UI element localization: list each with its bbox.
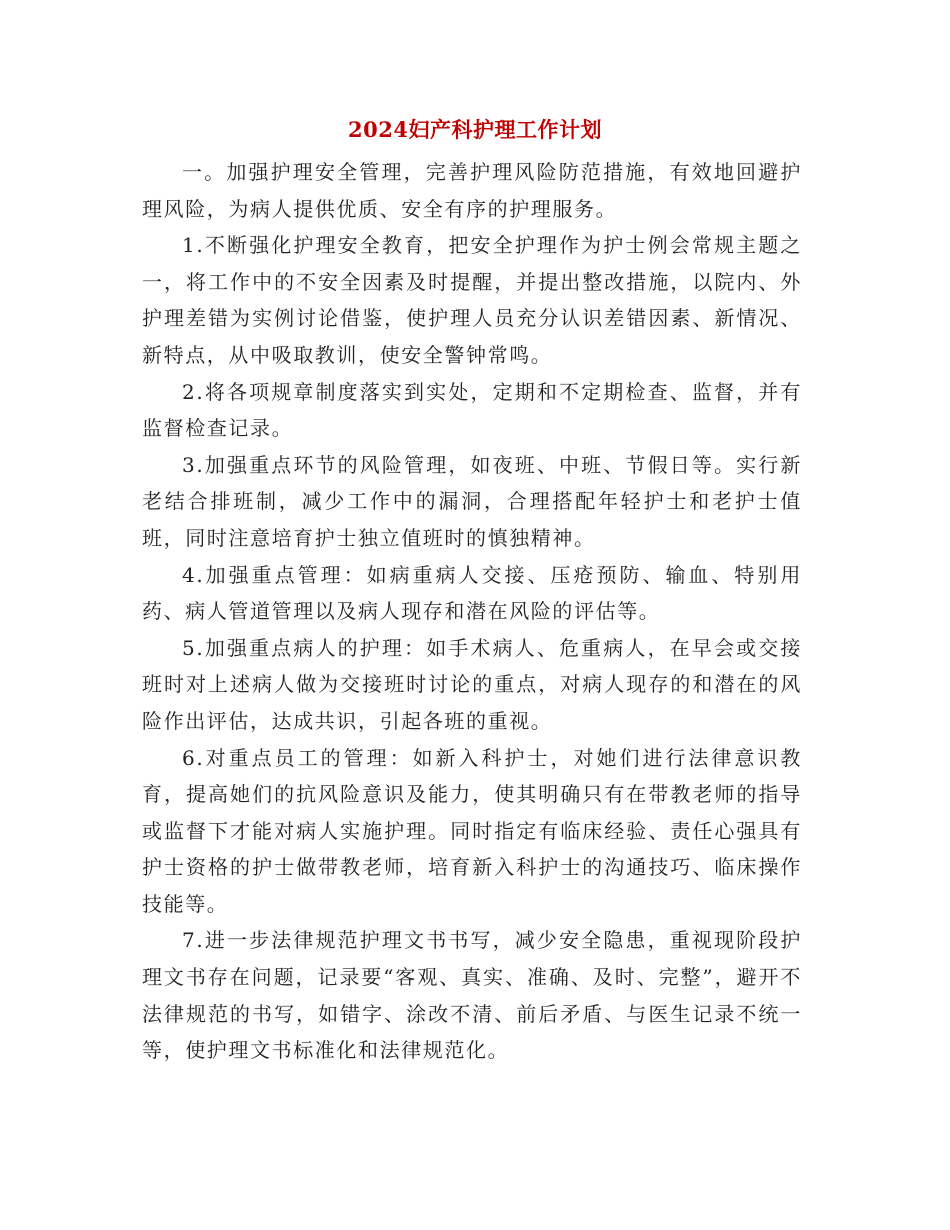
paragraph-item-7: 7.进一步法律规范护理文书书写，减少安全隐患，重视现阶段护理文书存在问题，记录要“客观、真实、准确、及时、完整”，避开不法律规范的书写，如错字、涂改不清、前后矛盾、与医生记录不统一等，使护理文书标准化和法律规范化。: [142, 928, 802, 1063]
paragraph-item-1: 1.不断强化护理安全教育，把安全护理作为护士例会常规主题之一，将工作中的不安全因素及时提醒，并提出整改措施，以院内、外护理差错为实例讨论借鉴，使护理人员充分认识差错因素、新情况、新特点，从中吸取教训，使安全警钟常鸣。: [142, 233, 802, 367]
document-title: 2024妇产科护理工作计划: [348, 117, 602, 142]
paragraph-section-1: 一。加强护理安全管理，完善护理风险防范措施，有效地回避护理风险，为病人提供优质、安全有序的护理服务。: [142, 160, 802, 221]
paragraph-item-6: 6.对重点员工的管理：如新入科护士，对她们进行法律意识教育，提高她们的抗风险意识及能力，使其明确只有在带教老师的指导或监督下才能对病人实施护理。同时指定有临床经验、责任心强具有护士资格的护士做带教老师，培育新入科护士的沟通技巧、临床操作技能等。: [142, 745, 802, 916]
paragraph-item-3: 3.加强重点环节的风险管理，如夜班、中班、节假日等。实行新老结合排班制，减少工作中的漏洞，合理搭配年轻护士和老护士值班，同时注意培育护士独立值班时的慎独精神。: [142, 452, 802, 550]
paragraph-item-4: 4.加强重点管理：如病重病人交接、压疮预防、输血、特别用药、病人管道管理以及病人现存和潜在风险的评估等。: [142, 562, 802, 624]
document-body: [142, 154, 802, 1069]
paragraph-item-5: 5.加强重点病人的护理：如手术病人、危重病人，在早会或交接班时对上述病人做为交接班时讨论的重点，对病人现存的和潜在的风险作出评估，达成共识，引起各班的重视。: [142, 635, 802, 733]
paragraph-item-2: 2.将各项规章制度落实到实处，定期和不定期检查、监督，并有监督检查记录。: [142, 379, 802, 441]
